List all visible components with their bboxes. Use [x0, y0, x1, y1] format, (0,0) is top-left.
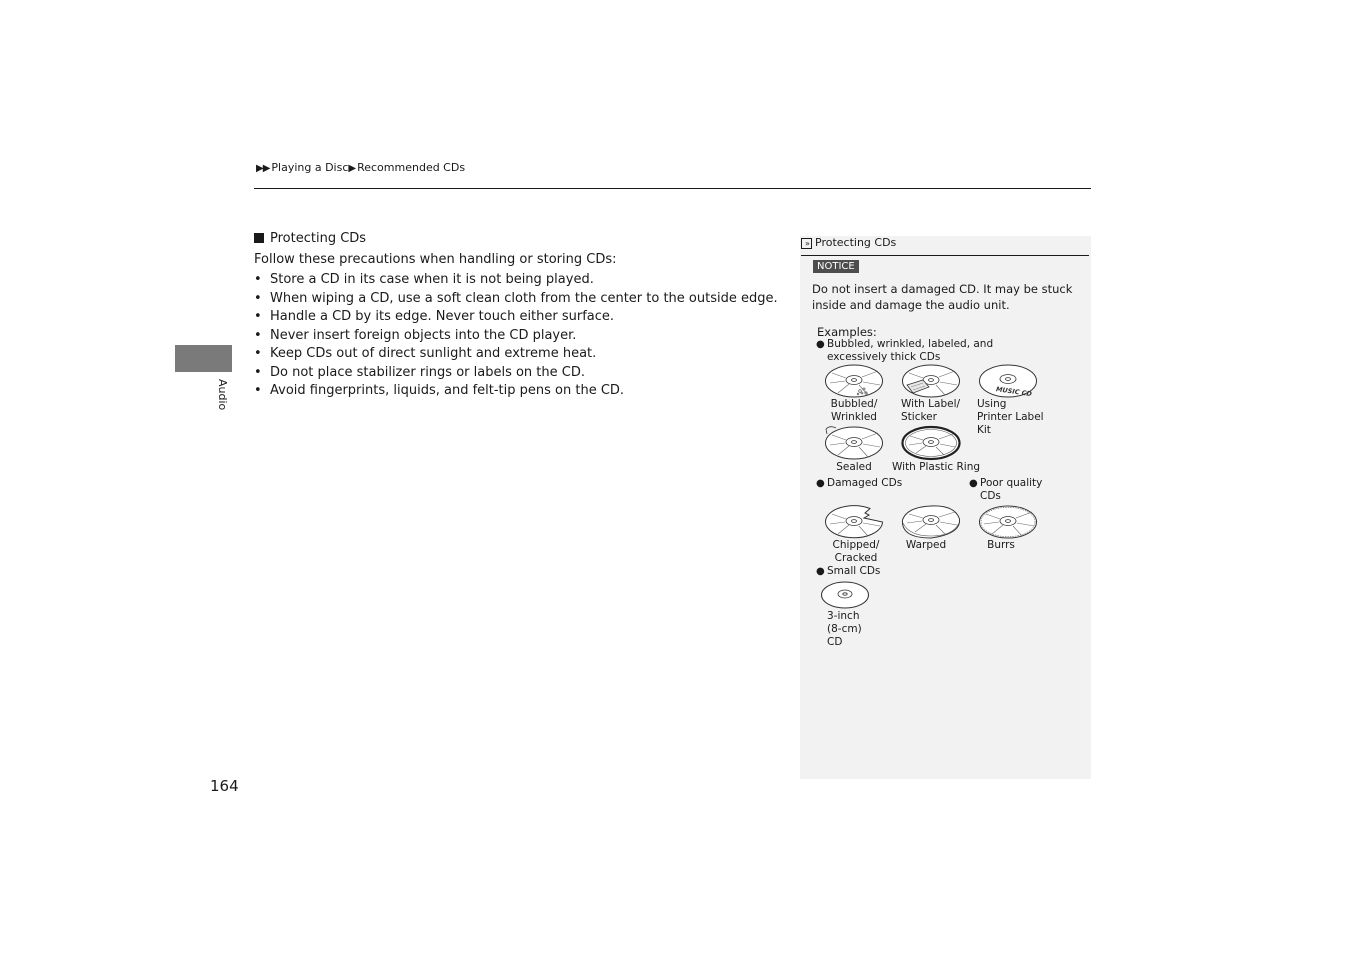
caption-small: [827, 610, 862, 649]
caption-line: Chipped/: [832, 539, 880, 551]
caption-ring: With Plastic Ring: [892, 461, 981, 473]
list-item: • Do not place stabilizer rings or labels on the CD.: [254, 364, 778, 383]
caption-line: (8-cm): [827, 623, 862, 635]
caption-line: Sticker: [901, 411, 937, 423]
bullet-dot-icon: ●: [816, 339, 825, 350]
bubbled-cd-icon: [824, 363, 884, 399]
caption-printer: [977, 398, 1044, 437]
page-number: 164: [210, 777, 239, 795]
bullet-dot-icon: ●: [816, 566, 825, 577]
section-intro: Follow these precautions when handling or storing CDs:: [254, 252, 617, 267]
list-item: • Store a CD in its case when it is not being played.: [254, 271, 778, 290]
plastic-ring-cd-icon: [901, 425, 961, 461]
bullet-dot-icon: ●: [969, 478, 978, 489]
notice-text: Do not insert a damaged CD. It may be stuck inside and damage the audio unit.: [812, 282, 1073, 312]
printer-disc-text: MUSIC CD: [995, 385, 1033, 399]
list-item: • Keep CDs out of direct sunlight and extreme heat.: [254, 345, 778, 364]
examples-label: Examples:: [817, 325, 877, 339]
caption-label: [901, 398, 960, 424]
group-thick-cds-title: [816, 338, 993, 364]
section-title: [254, 231, 366, 246]
sidebar-divider: [801, 255, 1089, 256]
list-item: • Handle a CD by its edge. Never touch either surface.: [254, 308, 778, 327]
group-title-line: Bubbled, wrinkled, labeled, and: [827, 338, 994, 350]
list-item: • Avoid fingerprints, liquids, and felt-tip pens on the CD.: [254, 382, 778, 401]
chapter-tab[interactable]: [175, 345, 232, 372]
caption-line: 3-inch: [827, 610, 860, 622]
reference-arrow-icon: »: [801, 238, 812, 249]
breadcrumb-separator-icon: ▶: [348, 163, 356, 174]
chapter-tab-label: Audio: [216, 379, 229, 411]
breadcrumb: [256, 161, 465, 174]
precaution-list: [254, 271, 778, 401]
breadcrumb-item-playing-disc[interactable]: Playing a Disc: [271, 161, 349, 174]
group-title-line: Damaged CDs: [827, 477, 903, 489]
burrs-cd-icon: [978, 504, 1038, 540]
group-poor-cds-title: [969, 477, 1042, 503]
list-item: • Never insert foreign objects into the CD player.: [254, 327, 778, 346]
sidebar-heading-text: Protecting CDs: [815, 236, 897, 249]
section-title-text: Protecting CDs: [270, 231, 367, 246]
caption-line: Using: [977, 398, 1007, 410]
caption-line: Printer Label: [977, 411, 1044, 423]
list-item: • When wiping a CD, use a soft clean cloth from the center to the outside edge.: [254, 290, 778, 309]
caption-line: CD: [827, 636, 843, 648]
square-bullet-icon: [254, 233, 264, 243]
caption-sealed: Sealed: [836, 461, 872, 473]
warped-cd-icon: [901, 504, 961, 540]
sidebar-heading: [801, 236, 896, 249]
caption-line: With Label/: [901, 398, 961, 410]
caption-line: Cracked: [834, 552, 878, 564]
group-title-line: Poor quality: [980, 477, 1043, 489]
group-small-cds-title: [816, 565, 880, 578]
caption-warped: Warped: [905, 539, 947, 551]
bullet-dot-icon: ●: [816, 478, 825, 489]
caption-chipped: [826, 539, 886, 565]
chipped-cd-icon: [824, 504, 884, 540]
breadcrumb-item-recommended-cds[interactable]: Recommended CDs: [357, 161, 466, 174]
caption-bubbled: [824, 398, 884, 424]
group-damaged-cds-title: [816, 477, 902, 490]
caption-line: Bubbled/: [830, 398, 878, 410]
group-title-line: excessively thick CDs: [827, 351, 941, 363]
header-divider: [254, 188, 1091, 189]
group-title-line: Small CDs: [827, 565, 881, 577]
group-title-line: CDs: [980, 490, 1001, 502]
caption-line: Wrinkled: [831, 411, 877, 423]
labeled-cd-icon: [901, 363, 961, 399]
notice-badge: NOTICE: [813, 260, 859, 273]
caption-burrs: Burrs: [987, 539, 1015, 551]
printer-label-cd-icon: [978, 363, 1038, 399]
breadcrumb-arrows-icon: ▶▶: [256, 163, 270, 174]
small-cd-icon: [821, 581, 871, 611]
sealed-cd-icon: [824, 425, 884, 461]
caption-line: Kit: [977, 424, 991, 436]
